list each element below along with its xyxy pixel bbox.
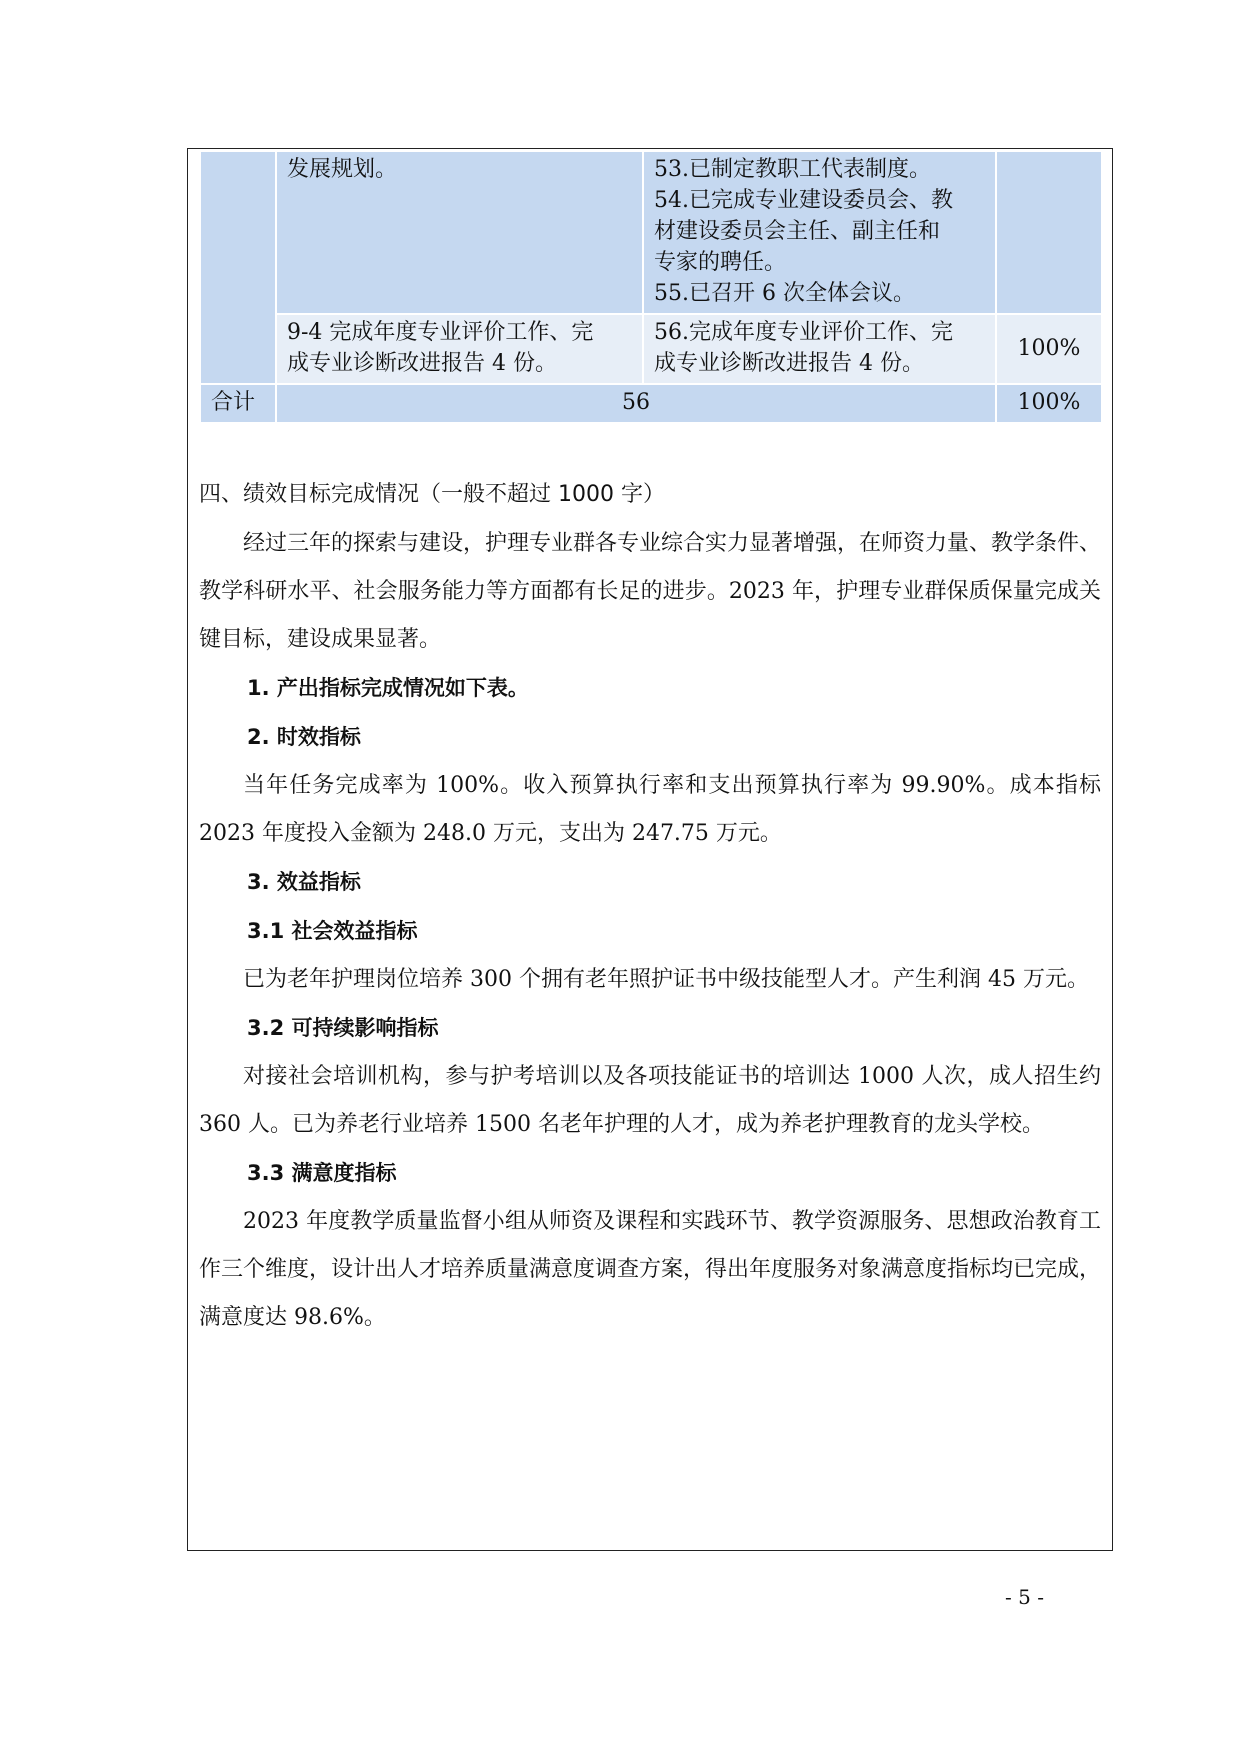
- timeliness-paragraph: 当年任务完成率为 100%。收入预算执行率和支出预算执行率为 99.90%。成本指标 2023 年度投入金额为 248.0 万元，支出为 247.75 万元。: [199, 773, 1101, 846]
- table-row-total: [200, 384, 1102, 423]
- sustainable-paragraph: 对接社会培训机构，参与护考培训以及各项技能证书的培训达 1000 人次，成人招生约 360 人。已为养老行业培养 1500 名老年护理的人才，成为养老护理教育的龙头学校。: [199, 1064, 1101, 1137]
- subheading-satisfaction: 3.3 满意度指标: [247, 1161, 397, 1185]
- total-label: 合计: [200, 384, 276, 423]
- subheading-timeliness: 2. 时效指标: [247, 725, 361, 749]
- page-number: - 5 -: [1005, 1585, 1044, 1609]
- table-cell-rate: 100%: [996, 314, 1102, 384]
- subheading-output: 1. 产出指标完成情况如下表。: [247, 676, 529, 700]
- subheading-social: 3.1 社会效益指标: [247, 919, 418, 943]
- table-cell-target: 发展规划。: [276, 151, 643, 314]
- section-heading: 四、绩效目标完成情况（一般不超过 1000 字）: [199, 482, 665, 507]
- intro-paragraph: 经过三年的探索与建设，护理专业群各专业综合实力显著增强，在师资力量、教学条件、教学科研水平、社会服务能力等方面都有长足的进步。2023 年，护理专业群保质保量完成关键目标，建设成果显著。: [199, 531, 1102, 652]
- table-row: [200, 314, 1102, 384]
- table-cell-result: 53.已制定教职工代表制度。 54.已完成专业建设委员会、教 材建设委员会主任、副主任和 专家的聘任。 55.已召开 6 次全体会议。: [643, 151, 996, 314]
- social-paragraph: 已为老年护理岗位培养 300 个拥有老年照护证书中级技能型人才。产生利润 45 万元。: [243, 967, 1089, 992]
- performance-table: [199, 150, 1103, 424]
- total-count: 56: [276, 384, 996, 423]
- total-percent: 100%: [996, 384, 1102, 423]
- table-cell-target: 9-4 完成年度专业评价工作、完 成专业诊断改进报告 4 份。: [276, 314, 643, 384]
- section-body: [199, 470, 1101, 1342]
- table-row: [200, 151, 1102, 314]
- subheading-sustainable: 3.2 可持续影响指标: [247, 1016, 439, 1040]
- table-cell-rate: [996, 151, 1102, 314]
- table-cell-category: [200, 151, 276, 384]
- table-cell-result: 56.完成年度专业评价工作、完 成专业诊断改进报告 4 份。: [643, 314, 996, 384]
- satisfaction-paragraph: 2023 年度教学质量监督小组从师资及课程和实践环节、教学资源服务、思想政治教育工作三个维度，设计出人才培养质量满意度调查方案，得出年度服务对象满意度指标均已完成，满意度达 98.6%。: [199, 1209, 1102, 1330]
- subheading-benefit: 3. 效益指标: [247, 870, 361, 894]
